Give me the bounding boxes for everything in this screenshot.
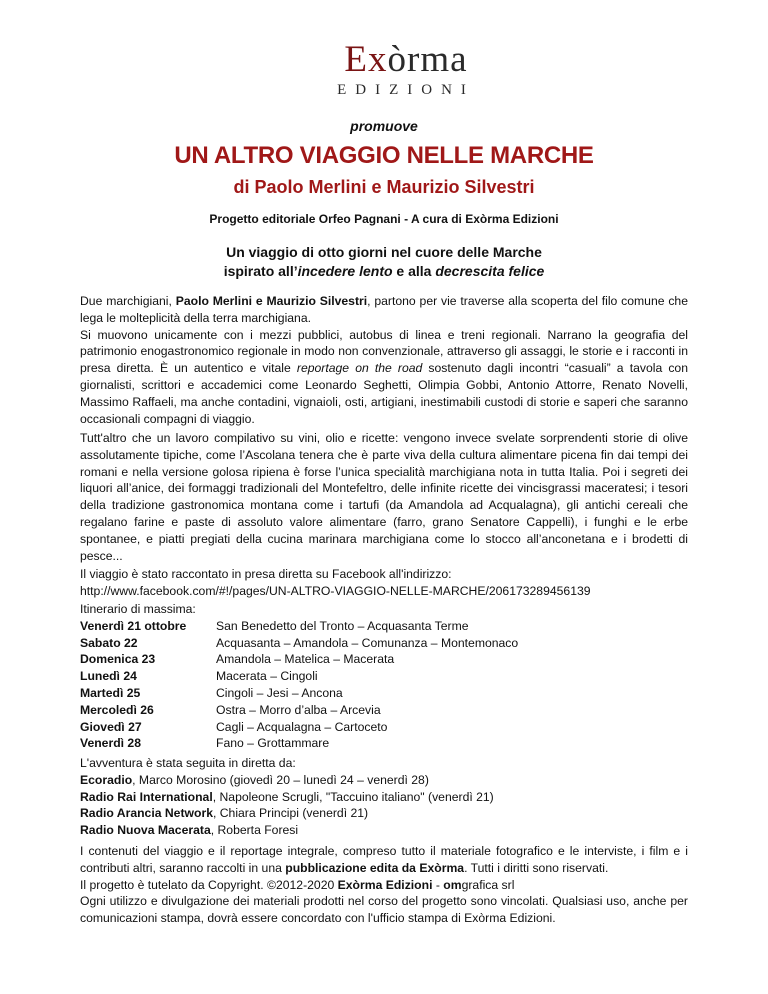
itinerary-route: Macerata – Cingoli — [216, 669, 318, 684]
itinerary-day: Giovedì 27 — [80, 719, 142, 734]
subtitle: Un viaggio di otto giorni nel cuore delle Marche ispirato all’incedere lento e alla decrescita felice — [223, 244, 545, 279]
promuove-label: promuove — [350, 118, 418, 134]
food-paragraph: Tutt'altro che un lavoro compilativo su vini, olio e ricette: vengono invece svelate sorprendenti storie di olive assolutamente tipiche, come l’Ascolana tenera che è parte viva della cultura alimentare picena fin dai tempi dei romani e nella versione golosa ripiena è forse l’unica specialità marchigiana nota in tutta Italia. Poi i segreti dei liquori all’anice, dei formaggi tradizionali del Montefeltro, delle infinite ricette dei vincisgrassi maceratesi; i tesori della tradizione gastronomica montana come i tartufi (da Amandola ad Acqualagna), gli antichi cereali che regalano farine e paste di assoluto valore alimentare (farro, grano Senatore Cappelli), i funghi e le erbe spontanee, e piatti pregiati della cucina marinara marchigiana come lo stocco all’anconetana e i brodetti di pesce... — [80, 431, 688, 563]
itinerary-route: Amandola – Matelica – Macerata — [216, 652, 395, 667]
itinerary-row — [80, 668, 688, 685]
itinerary-day: Sabato 22 — [80, 635, 138, 650]
facebook-url[interactable]: http://www.facebook.com/#!/pages/UN-ALTRO-VIAGGIO-NELLE-MARCHE/206173289456139 — [80, 583, 591, 598]
radio-item — [80, 805, 688, 822]
itinerary-day: Lunedì 24 — [80, 669, 137, 684]
itinerary-row — [80, 651, 688, 668]
itinerary-heading: Itinerario di massima: — [80, 602, 196, 616]
itinerary-day: Martedì 25 — [80, 685, 141, 700]
itinerary-row — [80, 719, 688, 736]
itinerary-row — [80, 635, 688, 652]
logo-subtitle: EDIZIONI — [337, 82, 475, 98]
itinerary-route: Cagli – Acqualagna – Cartoceto — [216, 719, 388, 734]
logo-wordmark: Exòrma — [344, 39, 468, 80]
radio-station-name: Radio Arancia Network — [80, 806, 213, 821]
itinerary-day: Venerdì 21 ottobre — [80, 618, 187, 633]
radio-detail: , Roberta Foresi — [210, 823, 299, 838]
itinerary-route: Acquasanta – Amandola – Comunanza – Montemonaco — [216, 635, 519, 650]
itinerary-route: San Benedetto del Tronto – Acquasanta Terme — [216, 618, 469, 633]
radio-station-name: Radio Rai International — [80, 789, 213, 804]
radio-station-name: Ecoradio — [80, 772, 133, 787]
itinerary-route: Ostra – Morro d’alba – Arcevia — [216, 702, 381, 717]
itinerary — [80, 601, 688, 752]
publisher-logo — [0, 40, 768, 99]
radio-coverage — [80, 755, 688, 839]
copyright-paragraph: I contenuti del viaggio e il reportage integrale, compreso tutto il materiale fotografico e le interviste, i film e i contributi altri, saranno raccolti in una pubblicazione edita da Exòrma. Tutti i diritti sono riservati. Il progetto è tutelato da Copyright. ©2012-2020 Exòrma Edizioni - omgrafica srl Ogni utilizzo e divulgazione dei materiali prodotti nel corso del progetto sono vincolati. Qualsiasi uso, anche per comunicazioni stampa, dovrà essere concordato con l'ufficio stampa di Exòrma Edizioni. — [80, 844, 688, 926]
itinerary-row — [80, 618, 688, 635]
itinerary-row — [80, 735, 688, 752]
radio-item — [80, 822, 688, 839]
itinerary-route: Cingoli – Jesi – Ancona — [216, 685, 343, 700]
itinerary-row — [80, 702, 688, 719]
facebook-paragraph: Il viaggio è stato raccontato in presa diretta su Facebook all'indirizzo: http://www.facebook.com/#!/pages/UN-ALTRO-VIAGGIO-NELLE-MARCHE/206173289456139 — [80, 566, 688, 600]
radio-item — [80, 772, 688, 789]
credits-line: Progetto editoriale Orfeo Pagnani - A cura di Exòrma Edizioni — [209, 212, 559, 226]
itinerary-route: Fano – Grottammare — [216, 736, 330, 751]
radio-detail: , Marco Morosino (giovedì 20 – lunedì 24 – venerdì 28) — [132, 772, 429, 787]
itinerary-day: Venerdì 28 — [80, 736, 141, 751]
itinerary-row — [80, 685, 688, 702]
itinerary-day: Domenica 23 — [80, 652, 156, 667]
intro-paragraph: Due marchigiani, Paolo Merlini e Maurizio Silvestri, partono per vie traverse alla scoperta del filo comune che lega le molteplicità della terra marchigiana. Si muovono unicamente con i mezzi pubblici, autobus di linea e treni regionali. Narrano la geografia del patrimonio enogastronomico regionale in modo non convenzionale, attraverso gli assaggi, le storie e i racconti in presa diretta. È un autentico e vitale reportage on the road sostenuto dagli incontri “casuali” a tavola con giornalisti, scrittori e accademici come Leonardo Seghetti, Olimpia Gobbi, Antonio Attorre, Renato Novelli, Massimo Raffaeli, ma anche contadini, vignaioli, osti, artigiani, inestimabili custodi di storie e saperi che saranno occasionali compagni di viaggio. — [80, 294, 688, 426]
document-title: UN ALTRO VIAGGIO NELLE MARCHE — [174, 142, 594, 169]
authors-line: di Paolo Merlini e Maurizio Silvestri — [233, 177, 535, 197]
radio-detail: , Napoleone Scrugli, "Taccuino italiano" (venerdì 21) — [212, 789, 494, 804]
radio-heading: L'avventura è stata seguita in diretta da: — [80, 756, 296, 770]
radio-item — [80, 789, 688, 806]
radio-detail: , Chiara Principi (venerdì 21) — [212, 806, 369, 821]
itinerary-day: Mercoledì 26 — [80, 702, 154, 717]
radio-station-name: Radio Nuova Macerata — [80, 823, 211, 838]
